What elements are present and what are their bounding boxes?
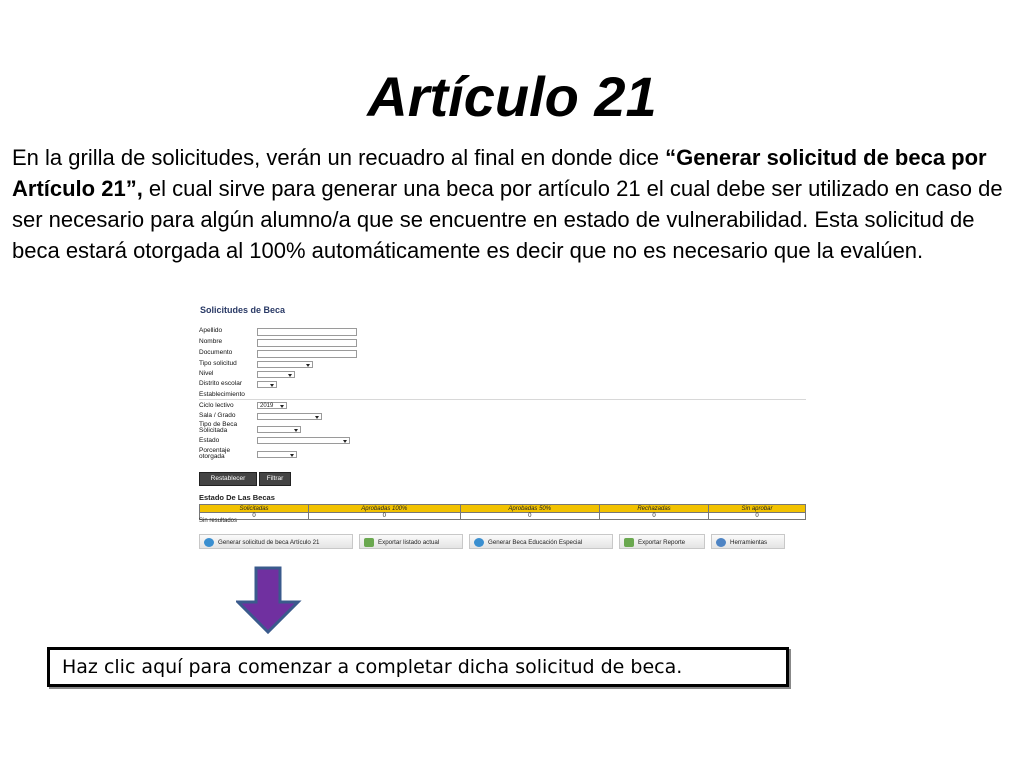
table-cell: 0: [599, 513, 708, 520]
intro-text-2: el cual sirve para generar una beca por artículo 21 el cual debe ser utilizado en caso de ser necesario para algún alumno/a que se encuentre en estado de vulnerabilidad. Esta solicitud de beca estará otorgada al 100% automáticamente es decir que no es necesario que la evalúen.: [12, 176, 1003, 263]
herramientas-label: Herramientas: [730, 539, 768, 546]
exportar-reporte-button[interactable]: [619, 534, 705, 549]
porcentaje-select[interactable]: [257, 451, 297, 458]
col-aprobadas-50: Aprobadas 50%: [460, 505, 599, 513]
ciclo-value: 2019: [260, 403, 274, 409]
ciclo-select[interactable]: [257, 402, 287, 409]
excel-icon: [364, 538, 374, 547]
col-aprobadas-100: Aprobadas 100%: [309, 505, 461, 513]
label-establecimiento: Establecimiento: [199, 391, 245, 398]
chevron-down-icon: [315, 416, 319, 419]
herramientas-button[interactable]: [711, 534, 785, 549]
chevron-down-icon: [294, 429, 298, 432]
intro-bold-text: “Generar solicitud de beca por Artículo 21”,: [12, 145, 987, 201]
col-solicitadas: Solicitadas: [200, 505, 309, 513]
down-arrow-icon: [236, 566, 302, 636]
chevron-down-icon: [306, 364, 310, 367]
down-arrow-shape: [238, 568, 298, 632]
chevron-down-icon: [270, 384, 274, 387]
tipo-solicitud-select[interactable]: [257, 361, 313, 368]
restablecer-button[interactable]: Restablecer: [199, 472, 257, 486]
label-tipo-beca-line2: Solicitada: [199, 427, 228, 434]
divider: [199, 399, 806, 400]
nombre-field[interactable]: [257, 339, 357, 347]
callout-box: Haz clic aquí para comenzar a completar dicha solicitud de beca.: [47, 647, 789, 687]
label-apellido: Apellido: [199, 327, 223, 334]
tipo-beca-select[interactable]: [257, 426, 301, 433]
sin-resultados: Sin resultados: [199, 518, 238, 524]
generar-educacion-especial-button[interactable]: [469, 534, 613, 549]
label-estado: Estado: [199, 437, 220, 444]
tools-icon: [716, 538, 726, 547]
table-row: [200, 513, 806, 520]
apellido-field[interactable]: [257, 328, 357, 336]
estado-becas-table: [199, 504, 806, 520]
intro-paragraph: [12, 142, 1012, 266]
chevron-down-icon: [290, 454, 294, 457]
label-tipo-beca-line1: Tipo de Beca: [199, 421, 238, 428]
table-cell: 0: [709, 513, 806, 520]
distrito-select[interactable]: [257, 381, 277, 388]
table-cell: 0: [460, 513, 599, 520]
chevron-down-icon: [343, 440, 347, 443]
table-cell: 0: [309, 513, 461, 520]
label-porcentaje-line1: Porcentaje: [199, 447, 231, 454]
chevron-down-icon: [288, 374, 292, 377]
excel-icon: [624, 538, 634, 547]
app-screenshot: [199, 302, 809, 554]
exportar-listado-button[interactable]: [359, 534, 463, 549]
generar-articulo21-label: Generar solicitud de beca Artículo 21: [218, 539, 320, 546]
documento-field[interactable]: [257, 350, 357, 358]
sala-select[interactable]: [257, 413, 322, 420]
generar-educacion-especial-label: Generar Beca Educación Especial: [488, 539, 583, 546]
intro-text-1: En la grilla de solicitudes, verán un recuadro al final en donde dice: [12, 145, 666, 170]
exportar-reporte-label: Exportar Reporte: [638, 539, 686, 546]
table-header-row: [200, 505, 806, 513]
col-sin-aprobar: Sin aprobar: [709, 505, 806, 513]
filtrar-button[interactable]: Filtrar: [259, 472, 291, 486]
label-tipo-solicitud: Tipo solicitud: [199, 360, 237, 367]
estado-becas-title: Estado De Las Becas: [199, 493, 275, 502]
form-title: Solicitudes de Beca: [200, 305, 286, 315]
label-nivel: Nivel: [199, 370, 214, 377]
globe-icon: [204, 538, 214, 547]
exportar-listado-label: Exportar listado actual: [378, 539, 440, 546]
label-nombre: Nombre: [199, 338, 223, 345]
label-distrito: Distrito escolar: [199, 380, 242, 387]
estado-select[interactable]: [257, 437, 350, 444]
label-documento: Documento: [199, 349, 233, 356]
chevron-down-icon: [280, 405, 284, 408]
label-ciclo: Ciclo lectivo: [199, 402, 234, 409]
col-rechazadas: Rechazadas: [599, 505, 708, 513]
table-cell: 0: [200, 513, 309, 520]
label-porcentaje-line2: otorgada: [199, 453, 225, 460]
label-tipo-beca: [199, 422, 237, 434]
nivel-select[interactable]: [257, 371, 295, 378]
slide-title: Artículo 21: [367, 65, 657, 128]
globe-icon: [474, 538, 484, 547]
label-sala: Sala / Grado: [199, 412, 236, 419]
label-porcentaje: [199, 448, 230, 460]
generar-articulo21-button[interactable]: [199, 534, 353, 549]
